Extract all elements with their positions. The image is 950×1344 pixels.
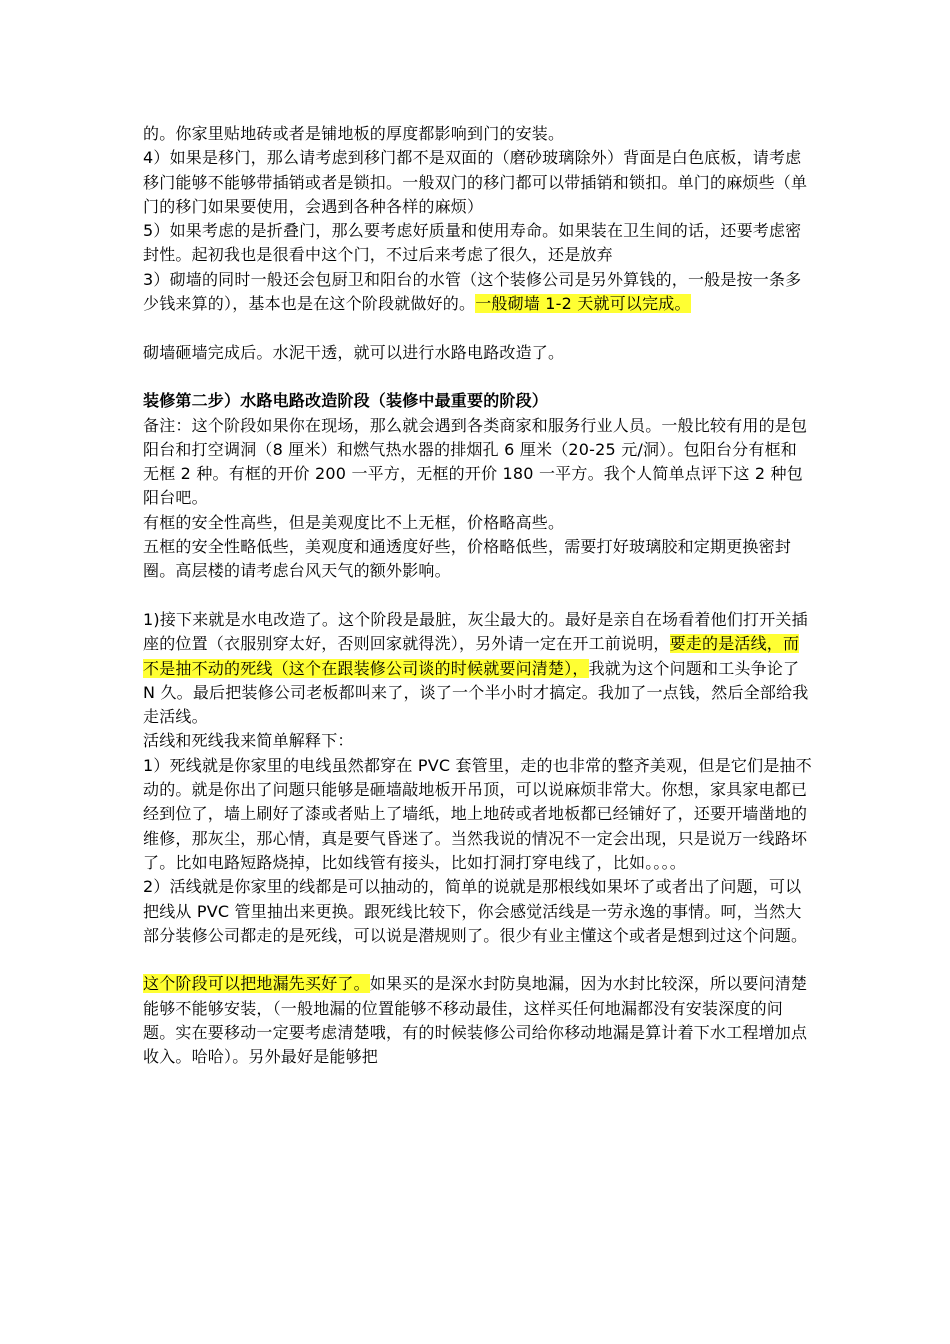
text-run: 1）死线就是你家里的电线虽然都穿在 PVC 套管里，走的也非常的整齐美观，但是它们是抽不动的。就是你出了问题只能够是砸墙敲地板开吊顶，可以说麻烦非常大。你想，家具家电都已经到位了，墙上刷好了漆或者贴上了墙纸，地上地砖或者地板都已经铺好了，还要开墙凿地的维修，那灰尘，那心情，真是要气昏迷了。当然我说的情况不一定会出现，只是说万一线路坏了。比如电路短路烧掉，比如线管有接头，比如打洞打穿电线了，比如。。。。	[143, 755, 812, 872]
paragraph-pipe-wrapping	[143, 268, 813, 317]
highlighted-text: 这个阶段可以把地漏先买好了。	[143, 974, 370, 994]
paragraph-sliding-door	[143, 146, 813, 219]
paragraph-floor-drain	[143, 972, 813, 1069]
heading-text: 装修第二步）水路电路改造阶段（装修中最重要的阶段）	[143, 391, 549, 411]
blank-line	[143, 948, 813, 972]
text-run: 砌墙砸墙完成后。水泥干透，就可以进行水路电路改造了。	[143, 342, 565, 362]
text-run: 活线和死线我来简单解释下：	[143, 731, 354, 751]
paragraph-dead-wire	[143, 754, 813, 875]
text-run: 5）如果考虑的是折叠门，那么要考虑好质量和使用寿命。如果装在卫生间的话，还要考虑密封性。起初我也是很看中这个门，不过后来考虑了很久，还是放弃	[143, 221, 802, 265]
paragraph-frameless	[143, 535, 813, 584]
paragraph-door-thickness	[143, 122, 813, 146]
text-run: 2）活线就是你家里的线都是可以抽动的，简单的说就是那根线如果坏了或者出了问题，可以把线从 PVC 管里抽出来更换。跟死线比较下，你会感觉活线是一劳永逸的事情。呵，当然大部分装修公司都走的是死线，可以说是潜规则了。很少有业主懂这个或者是想到过这个问题。	[143, 877, 808, 945]
paragraph-live-wire	[143, 875, 813, 948]
blank-line	[143, 316, 813, 340]
text-run: 的。你家里贴地砖或者是铺地板的厚度都影响到门的安装。	[143, 124, 565, 143]
paragraph-framed	[143, 511, 813, 535]
paragraph-remarks	[143, 414, 813, 511]
text-run: 备注：这个阶段如果你在现场，那么就会遇到各类商家和服务行业人员。一般比较有用的是包阳台和打空调洞（8 厘米）和燃气热水器的排烟孔 6 厘米（20-25 元/洞）。包阳台分有框和无框 2 种。有框的开价 200 一平方，无框的开价 180 一平方。我个人简单点评下这 2 种包阳台吧。	[143, 415, 808, 508]
text-run: 五框的安全性略低些，美观度和通透度好些，价格略低些，需要打好玻璃胶和定期更换密封圈。高层楼的请考虑台风天气的额外影响。	[143, 537, 792, 581]
text-run: 有框的安全性高些，但是美观度比不上无框，价格略高些。	[143, 512, 565, 532]
text-run: 4）如果是移门，那么请考虑到移门都不是双面的（磨砂玻璃除外）背面是白色底板，请考虑移门能够不能够带插销或者是锁扣。一般双门的移门都可以带插销和锁扣。单门的麻烦些（单门的移门如果要使用，会遇到各种各样的麻烦）	[143, 148, 808, 216]
text-run: 如果买的是深水封防臭地漏，因为水封比较深，所以要问清楚能够不能够安装，（一般地漏的位置能够不移动最佳，这样买任何地漏都没有安装深度的问题。实在要移动一定要考虑清楚哦，有的时候装修公司给你移动地漏是算计着下水工程增加点收入。哈哈）。另外最好是能够把	[143, 974, 808, 1067]
paragraph-after-masonry	[143, 341, 813, 365]
text-run: 我就为这个问题和工头争论了 N 久。最后把装修公司老板都叫来了，谈了一个半小时才搞定。我加了一点钱，然后全部给我走活线。	[143, 658, 809, 727]
paragraph-explain-wires	[143, 729, 813, 753]
highlighted-text: 一般砌墙 1-2 天就可以完成。	[475, 294, 691, 314]
section-heading-step-two	[143, 389, 813, 413]
text-run: 3）砌墙的同时一般还会包厨卫和阳台的水管（这个装修公司是另外算钱的，一般是按一条多少钱来算的），基本也是在这个阶段就做好的。	[143, 269, 802, 314]
paragraph-wiring-renovation	[143, 608, 813, 729]
text-run: 1)接下来就是水电改造了。这个阶段是最脏，灰尘最大的。最好是亲自在场看着他们打开关插座的位置（衣服别穿太好，否则回家就得洗），另外请一定在开工前说明，	[143, 609, 808, 654]
blank-line	[143, 584, 813, 608]
blank-line	[143, 365, 813, 389]
paragraph-folding-door	[143, 219, 813, 268]
document-page	[143, 122, 813, 1070]
highlighted-text: 要走的是活线，而不是抽不动的死线（这个在跟装修公司谈的时候就要问清楚），	[143, 634, 800, 678]
